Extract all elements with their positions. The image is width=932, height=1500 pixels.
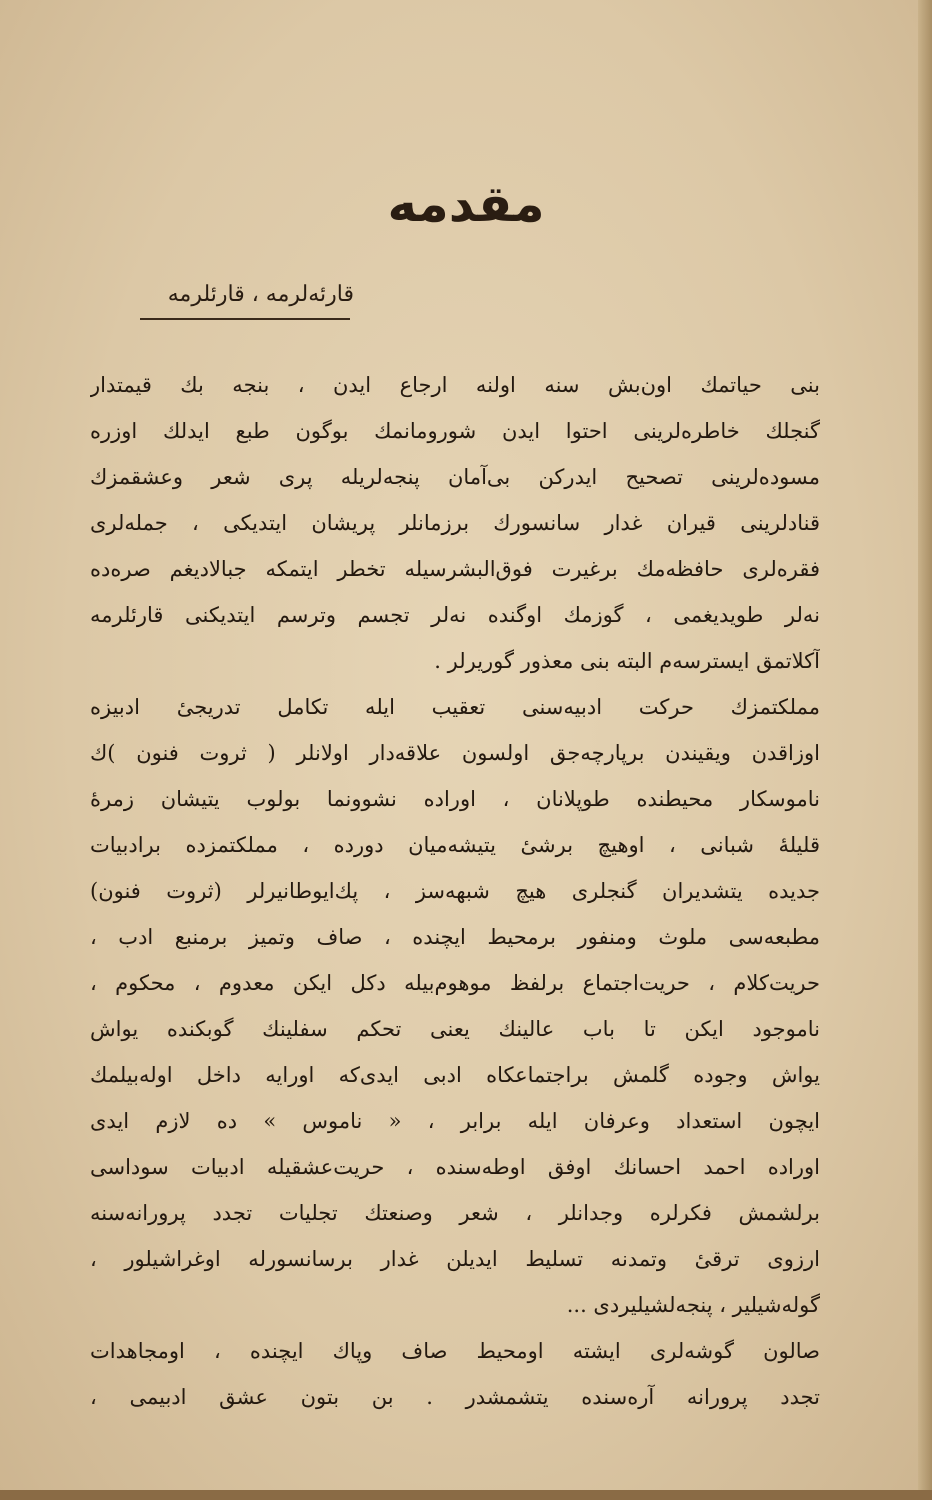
text-line: گنجلك خاطره‌لرینی احتوا ایدن شورومانمك بوگون طبع ایدلك اوزره <box>90 419 820 443</box>
text-line: مسوده‌لرینی تصحیح ایدرکن بی‌آمان پنجه‌لریله پری شعر وعشقمزك <box>90 465 820 489</box>
text-line: یواش وجوده گلمش براجتماعکاه ادبی ایدی‌که اورایه داخل اوله‌بیلمك <box>90 1063 820 1087</box>
text-line: آکلاتمق ایسترسه‌م البته بنی معذور گوریرلر . <box>434 649 820 673</box>
text-line: اوراده احمد احسانك اوفق اوطه‌سنده ، حریت‌عشقیله ادبیات سوداسی <box>90 1155 820 1179</box>
text-line: مملکتمزك حرکت ادبیه‌سنی تعقیب ایله تکامل تدریجیٔ ادبیزه <box>90 695 820 719</box>
body-text <box>90 362 820 1420</box>
text-line: ارزوی ترقیٔ وتمدنه تسلیط ایدیلن غدار برسانسورله اوغراشیلور ، <box>90 1247 820 1271</box>
text-line: فقره‌لری حافظه‌مك برغیرت فوق‌البشرسیله تخطر ایتمکه جبالادیغم صره‌ده <box>90 557 820 581</box>
text-line: ناموسکار محیطنده طوپلانان ، اوراده نشوونما بولوب یتیشان زمرهٔ <box>90 787 820 811</box>
salutation: قارئه‌لرمه ، قارئلرمه <box>167 282 354 307</box>
page-bottom-edge <box>0 1490 932 1500</box>
text-line: صالون گوشه‌لری ایشته اومحیط صاف وپاك ایچنده ، اومجاهدات <box>90 1339 820 1363</box>
text-line: اوزاقدن ویقیندن برپارچه‌جق اولسون علاقه‌دار اولانلر ( ثروت فنون )ك <box>90 741 820 765</box>
text-line: جدیده یتشدیران گنجلری هیچ شبهه‌سز ، پك‌ایوطانیرلر (ثروت فنون) <box>90 879 820 903</box>
text-line: قلیلهٔ شبانی ، اوهیچ برشیٔ یتیشه‌میان دورده ، مملکتمزده برادبیات <box>90 833 820 857</box>
salutation-underline <box>140 318 350 320</box>
text-line: گوله‌شیلیر ، پنجه‌لشیلیردی ... <box>566 1293 820 1317</box>
page-title: مقدمه <box>387 175 545 233</box>
text-line: تجدد پرورانه آره‌سنده یتشمشدر . بن بتون عشق ادبیمی ، <box>90 1385 820 1409</box>
text-line: نه‌لر طویدیغمی ، گوزمك اوگنده نه‌لر تجسم وترسم ایتدیکنی قارئلرمه <box>90 603 820 627</box>
text-line: مطبعه‌سی ملوث ومنفور برمحیط ایچنده ، صاف وتمیز برمنبع ادب ، <box>90 925 820 949</box>
text-line: برلشمش فکرلره وجدانلر ، شعر وصنعتك تجلیات تجدد پرورانه‌سنه <box>90 1201 820 1225</box>
text-line: ناموجود ایکن تا باب عالینك یعنی تحکم سفلینك گوبکنده یواش <box>90 1017 820 1041</box>
text-line: قنادلرینی قیران غدار سانسورك برزمانلر پریشان ایتدیکی ، جمله‌لری <box>90 511 820 535</box>
text-line: حریت‌کلام ، حریت‌اجتماع برلفظ موهوم‌بیله دکل ایکن معدوم ، محکوم ، <box>90 971 820 995</box>
text-line: ایچون استعداد وعرفان ایله برابر ، « ناموس » ده لازم ایدی <box>90 1109 820 1133</box>
text-line: بنی حیاتمك اون‌بش سنه اولنه ارجاع ایدن ، بنجه بك قیمتدار <box>90 373 820 397</box>
